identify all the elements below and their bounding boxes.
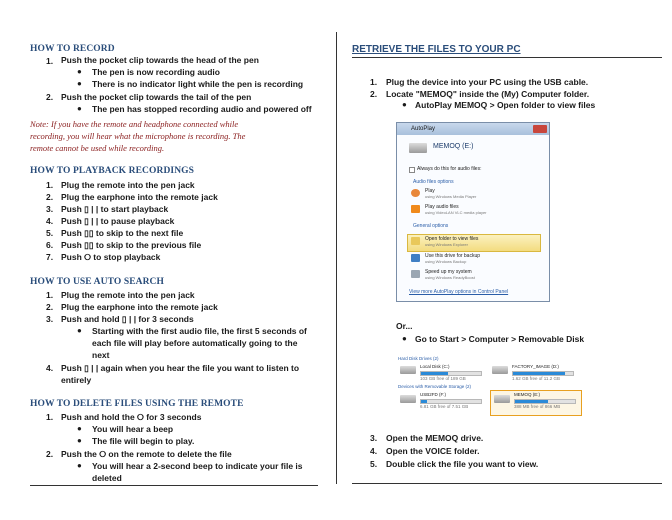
play-audio-option[interactable]: Play audio files [425, 204, 459, 210]
record-note-line-2: recording, you will hear what the microphone is recording. The [30, 131, 246, 141]
delete-heading: HOW TO DELETE FILES USING THE REMOTE [30, 399, 244, 409]
step-number: 5. [46, 228, 54, 238]
backup-icon [411, 254, 420, 262]
delete-step-2: Push the ⭘ on the remote to delete the file [61, 449, 232, 459]
record-step-1: Push the pocket clip towards the head of the pen [61, 55, 259, 65]
playback-step-7: Push ⭘ to stop playback [61, 252, 161, 262]
control-panel-link[interactable]: View more AutoPlay options in Control Panel [409, 289, 509, 295]
explorer-drives [396, 354, 588, 420]
step-number: 2. [370, 89, 378, 99]
bullet: ● [77, 326, 82, 335]
use-drive-option-sub: using Windows Backup [425, 259, 467, 264]
playback-heading: HOW TO PLAYBACK RECORDINGS [30, 166, 195, 176]
speed-up-option[interactable]: Speed up my system [425, 269, 472, 275]
autosearch-step-4-line-1: Push ▯ | | again when you hear the file you want to listen to [61, 363, 300, 373]
bullet: ● [77, 104, 82, 113]
autoplay-dialog [396, 122, 550, 302]
hard-disk-icon [400, 366, 416, 374]
drive-c-free: 103 GB free of 189 GB [420, 376, 466, 381]
step-number: 1. [46, 56, 54, 66]
step-number: 1. [46, 412, 54, 422]
usb-drive-icon [400, 395, 416, 403]
playback-step-1: Plug the remote into the pen jack [61, 180, 195, 190]
step-number: 3. [46, 314, 54, 324]
step-number: 2. [46, 302, 54, 312]
drive-e-name[interactable]: MEMOQ (E:) [514, 392, 540, 397]
open-folder-option[interactable]: Open folder to view files [425, 236, 479, 242]
open-folder-option-sub: using Windows Explorer [425, 242, 468, 247]
autosearch-heading: HOW TO USE AUTO SEARCH [30, 277, 165, 287]
step-number: 4. [46, 363, 54, 373]
step-number: 1. [370, 77, 378, 87]
audio-options-label: Audio files options [413, 179, 454, 185]
media-player-icon [411, 189, 420, 197]
autosearch-bullet-line-2: each file will play before automatically going to the [92, 338, 298, 348]
drive-d-name[interactable]: FACTORY_IMAGE (D:) [512, 364, 559, 369]
record-note [30, 118, 330, 154]
playback-step-5: Push ▯▯ to skip to the next file [61, 228, 184, 238]
bullet: ● [77, 79, 82, 88]
speed-up-option-sub: using Windows ReadyBoost [425, 275, 475, 280]
autoplay-drive-name: MEMOQ (E:) [433, 143, 474, 150]
usb-drive-icon [409, 143, 427, 153]
bullet: ● [402, 334, 407, 343]
or-label: Or... [396, 321, 413, 331]
folder-icon [411, 237, 420, 245]
delete-step-1: Push and hold the ⭘ for 3 seconds [61, 412, 202, 422]
bullet: ● [402, 100, 407, 109]
drive-e-free: 388 MB free of 866 MB [514, 404, 561, 409]
removable-group-label: Devices with Removable Storage (2) [398, 384, 472, 389]
record-step-2: Push the pocket clip towards the tail of the pen [61, 92, 252, 102]
step-number: 4. [370, 446, 378, 456]
autosearch-bullet-line-3: next [92, 350, 110, 360]
step-number: 5. [370, 459, 378, 469]
play-option[interactable]: Play [425, 188, 435, 194]
play-audio-option-sub: using VideoLAN VLC media player [425, 210, 487, 215]
step-number: 2. [46, 92, 54, 102]
readyboost-icon [411, 270, 420, 278]
step-number: 1. [46, 180, 54, 190]
record-step-1-bullet-2: There is no indicator light while the pen is recording [92, 79, 304, 89]
step-number: 2. [46, 449, 54, 459]
retrieve-step-4: Open the VOICE folder. [386, 446, 480, 456]
step-number: 2. [46, 192, 54, 202]
record-step-1-bullet-1: The pen is now recording audio [92, 67, 220, 77]
or-bullet: Go to Start > Computer > Removable Disk [415, 334, 585, 344]
column-divider [336, 32, 337, 484]
bullet: ● [77, 67, 82, 76]
bullet: ● [77, 424, 82, 433]
step-number: 3. [46, 204, 54, 214]
always-label: Always do this for audio files: [417, 166, 482, 172]
playback-step-3: Push ▯ | | to start playback [61, 204, 169, 214]
record-note-line-1: Note: If you have the remote and headphone connected while [30, 119, 239, 129]
delete-step-1-bullet-2: The file will begin to play. [92, 436, 195, 446]
autosearch-step-3: Push and hold ▯ | | for 3 seconds [61, 314, 194, 324]
autoplay-title: AutoPlay [411, 126, 436, 132]
usb-drive-icon [494, 395, 510, 403]
record-step-2-bullet-1: The pen has stopped recording audio and powered off [92, 104, 312, 114]
close-icon[interactable] [533, 125, 547, 133]
step-number: 3. [370, 433, 378, 443]
drive-f-name[interactable]: USB2FD (F:) [420, 392, 447, 397]
drive-c-name[interactable]: Local Disk (C:) [420, 364, 450, 369]
step-number: 6. [46, 240, 54, 250]
retrieve-step-2-bullet: AutoPlay MEMOQ > Open folder to view files [415, 100, 596, 110]
autosearch-bullet-line-1: Starting with the first audio file, the first 5 seconds of [92, 326, 307, 336]
bottom-rule [352, 483, 662, 484]
step-number: 7. [46, 252, 54, 262]
vlc-cone-icon [411, 205, 420, 213]
bullet: ● [77, 436, 82, 445]
delete-step-2-bullet-line-1: You will hear a 2-second beep to indicate your file is [92, 461, 303, 471]
drive-f-free: 6.81 GB free of 7.51 GB [420, 404, 469, 409]
delete-step-1-bullet-1: You will hear a beep [92, 424, 174, 434]
retrieve-step-1: Plug the device into your PC using the USB cable. [386, 77, 589, 87]
record-note-line-3: remote cannot be used while recording. [30, 143, 165, 153]
delete-step-2-bullet-line-2: deleted [92, 473, 122, 483]
playback-step-4: Push ▯ | | to pause playback [61, 216, 175, 226]
retrieve-step-3: Open the MEMOQ drive. [386, 433, 484, 443]
step-number: 1. [46, 290, 54, 300]
bullet: ● [77, 461, 82, 470]
hdd-group-label: Hard Disk Drives (2) [398, 356, 439, 361]
use-drive-option[interactable]: Use this drive for backup [425, 253, 481, 259]
play-option-sub: using Windows Media Player [425, 194, 477, 199]
record-heading: HOW TO RECORD [30, 44, 115, 54]
bottom-rule [30, 485, 318, 486]
autosearch-step-4-line-2: entirely [61, 375, 92, 385]
playback-step-6: Push ▯▯ to skip to the previous file [61, 240, 202, 250]
retrieve-step-5: Double click the file you want to view. [386, 459, 539, 469]
retrieve-heading: RETRIEVE THE FILES TO YOUR PC [352, 44, 521, 55]
heading-rule [352, 57, 662, 58]
hard-disk-icon [492, 366, 508, 374]
general-options-label: General options [413, 223, 449, 229]
retrieve-step-2: Locate "MEMOQ" inside the (My) Computer folder. [386, 89, 590, 99]
playback-step-2: Plug the earphone into the remote jack [61, 192, 218, 202]
autoplay-titlebar [397, 123, 549, 135]
autosearch-step-1: Plug the remote into the pen jack [61, 290, 195, 300]
drive-d-free: 1.62 GB free of 11.2 GB [512, 376, 560, 381]
always-checkbox[interactable] [409, 167, 415, 173]
step-number: 4. [46, 216, 54, 226]
autosearch-step-2: Plug the earphone into the remote jack [61, 302, 218, 312]
